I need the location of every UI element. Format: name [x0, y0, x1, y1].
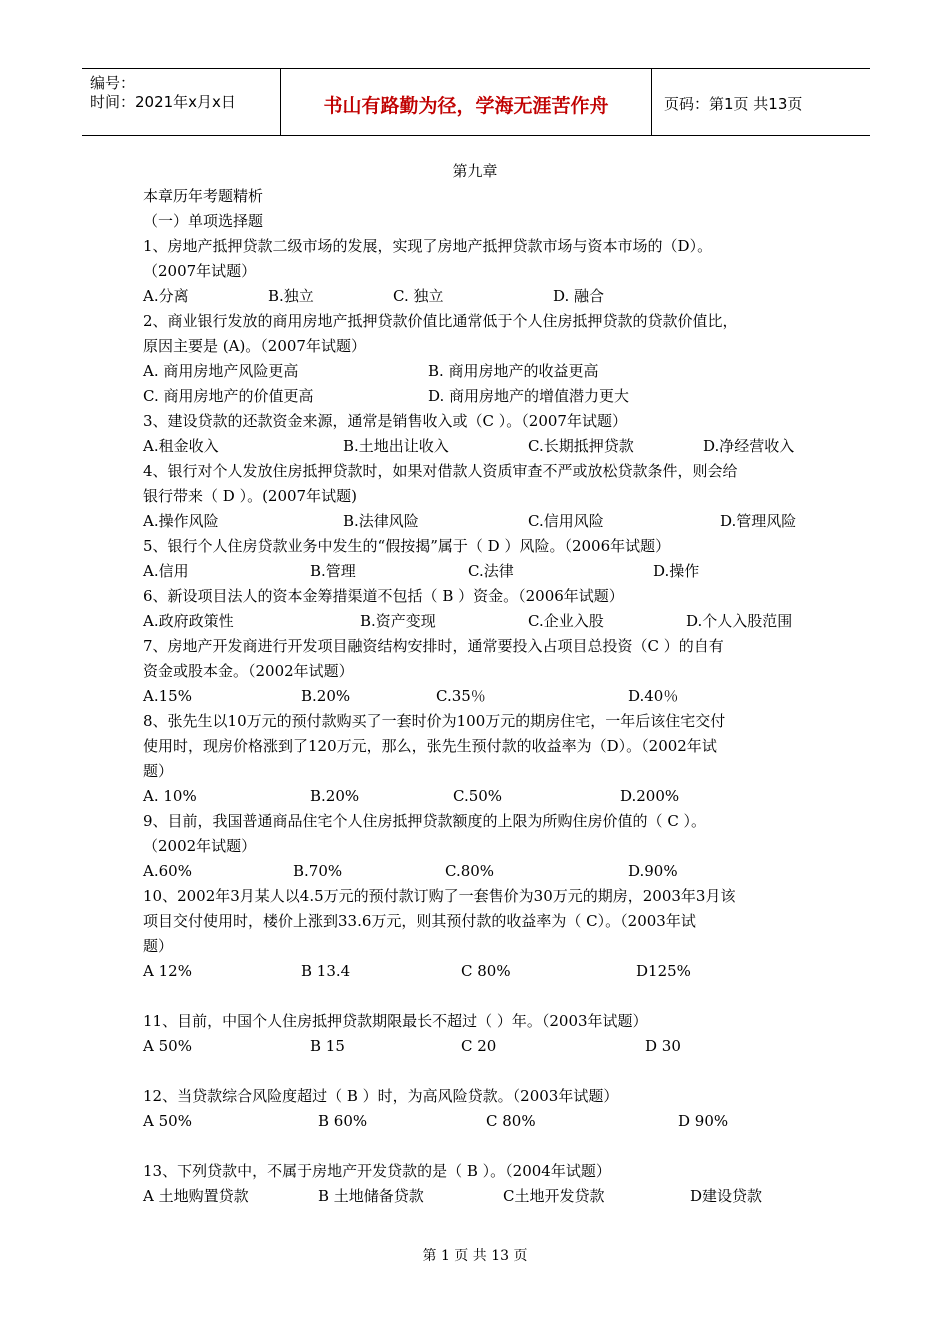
option-c: C土地开发贷款 — [503, 1187, 605, 1205]
option-a: A.15% — [143, 687, 192, 705]
option-c: C.35％ — [436, 687, 486, 705]
option-a: A.政府政策性 — [143, 612, 234, 630]
question-10-line-3: 题） — [143, 937, 174, 955]
option-c: C.长期抵押贷款 — [528, 437, 634, 455]
subsection-title: （一）单项选择题 — [143, 212, 264, 230]
option-b: B.法律风险 — [343, 512, 419, 530]
question-1-options — [0, 286, 950, 306]
question-2-options-cd — [0, 386, 950, 406]
option-a: A.60% — [143, 862, 192, 880]
option-c: C 20 — [461, 1037, 497, 1055]
option-a: A 50% — [143, 1037, 192, 1055]
option-a: A. 商用房地产风险更高 — [143, 362, 299, 380]
section-title: 本章历年考题精析 — [143, 187, 264, 205]
option-d: D.操作 — [653, 562, 700, 580]
option-c: C.80% — [445, 862, 495, 880]
question-8-line-1: 8、张先生以10万元的预付款购买了一套时价为100万元的期房住宅，一年后该住宅交付 — [143, 712, 726, 730]
option-d: D.40％ — [628, 687, 679, 705]
header-page-cell — [652, 69, 870, 135]
question-2-line-1: 2、商业银行发放的商用房地产抵押贷款价值比通常低于个人住房抵押贷款的贷款价值比， — [143, 312, 738, 330]
option-b: B.70% — [293, 862, 343, 880]
question-6-options — [0, 611, 950, 631]
chapter-title: 第九章 — [452, 162, 498, 180]
option-a: A.分离 — [143, 287, 189, 305]
question-10-line-1: 10、2002年3月某人以4.5万元的预付款订购了一套售价为30万元的期房，2003年3月该 — [143, 887, 736, 905]
question-7-line-2: 资金或股本金。（2002年试题） — [143, 662, 354, 680]
option-b: B.独立 — [268, 287, 314, 305]
question-9-line-2: （2002年试题） — [143, 837, 257, 855]
option-d: D.净经营收入 — [703, 437, 795, 455]
option-d: D.个人入股范围 — [686, 612, 793, 630]
option-c: C.信用风险 — [528, 512, 604, 530]
page-footer: 第 1 页 共 13 页 — [422, 1248, 528, 1264]
option-a: A.操作风险 — [143, 512, 219, 530]
question-7-options — [0, 686, 950, 706]
option-d: D125% — [636, 962, 691, 980]
question-6-line-1: 6、新设项目法人的资本金筹措渠道不包括（ B ）资金。（2006年试题） — [143, 587, 624, 605]
option-b: B 土地储备贷款 — [318, 1187, 424, 1205]
option-a: A.信用 — [143, 562, 189, 580]
question-1-line-2: （2007年试题） — [143, 262, 257, 280]
option-d: D.200% — [620, 787, 680, 805]
question-4-line-1: 4、银行对个人发放住房抵押贷款时，如果对借款人资质审查不严或放松贷款条件，则会给 — [143, 462, 738, 480]
number-label: 编号： — [90, 74, 136, 92]
option-c: C 80% — [486, 1112, 536, 1130]
option-a: A 12% — [143, 962, 192, 980]
header-motto-cell — [281, 69, 652, 135]
option-b: B.管理 — [310, 562, 356, 580]
option-c: C.企业入股 — [528, 612, 604, 630]
question-13-line-1: 13、下列贷款中，不属于房地产开发贷款的是（ B ）。（2004年试题） — [143, 1162, 611, 1180]
option-b: B 15 — [310, 1037, 345, 1055]
option-a: A.租金收入 — [143, 437, 219, 455]
question-3-line-1: 3、建设贷款的还款资金来源，通常是销售收入或（C ）。（2007年试题） — [143, 412, 627, 430]
question-4-options — [0, 511, 950, 531]
question-10-options — [0, 961, 950, 981]
header-meta-cell — [82, 69, 281, 135]
question-5-line-1: 5、银行个人住房贷款业务中发生的“假按揭”属于（ D ）风险。（2006年试题） — [143, 537, 671, 555]
question-2-options-ab — [0, 361, 950, 381]
motto-text: 书山有路勤为径，学海无涯苦作舟 — [323, 95, 609, 117]
option-b: B 13.4 — [301, 962, 351, 980]
question-13-options — [0, 1186, 950, 1206]
option-b: B.资产变现 — [360, 612, 436, 630]
question-8-line-3: 题） — [143, 762, 174, 780]
option-b: B.土地出让收入 — [343, 437, 449, 455]
option-b: B.20% — [310, 787, 360, 805]
option-c: C. 独立 — [393, 287, 444, 305]
option-d: D.管理风险 — [720, 512, 797, 530]
option-c: C 80% — [461, 962, 511, 980]
question-1-line-1: 1、房地产抵押贷款二级市场的发展，实现了房地产抵押贷款市场与资本市场的（D）。 — [143, 237, 713, 255]
option-c: C.50% — [453, 787, 503, 805]
option-b: B.20% — [301, 687, 351, 705]
question-8-options — [0, 786, 950, 806]
question-11-line-1: 11、目前，中国个人住房抵押贷款期限最长不超过（ ）年。（2003年试题） — [143, 1012, 648, 1030]
question-9-line-1: 9、目前，我国普通商品住宅个人住房抵押贷款额度的上限为所购住房价值的（ C ）。 — [143, 812, 707, 830]
option-d: D. 融合 — [553, 287, 605, 305]
question-11-options — [0, 1036, 950, 1056]
question-8-line-2: 使用时，现房价格涨到了120万元，那么，张先生预付款的收益率为（D）。（2002年试 — [143, 737, 717, 755]
page-info: 页码：第1页 共13页 — [664, 95, 803, 113]
question-5-options — [0, 561, 950, 581]
option-c: C. 商用房地产的价值更高 — [143, 387, 314, 405]
option-d: D 90% — [678, 1112, 729, 1130]
option-a: A. 10% — [143, 787, 197, 805]
option-d: D 30 — [645, 1037, 681, 1055]
option-a: A 50% — [143, 1112, 192, 1130]
question-12-line-1: 12、当贷款综合风险度超过（ B ）时，为高风险贷款。（2003年试题） — [143, 1087, 619, 1105]
question-4-line-2: 银行带来（ D ）。(2007年试题) — [143, 487, 357, 505]
option-b: B 60% — [318, 1112, 368, 1130]
question-9-options — [0, 861, 950, 881]
option-c: C.法律 — [468, 562, 514, 580]
option-b: B. 商用房地产的收益更高 — [428, 362, 599, 380]
question-12-options — [0, 1111, 950, 1131]
page-header — [82, 68, 870, 136]
question-2-line-2: 原因主要是 (A)。（2007年试题） — [143, 337, 366, 355]
question-10-line-2: 项目交付使用时，楼价上涨到33.6万元，则其预付款的收益率为（ C）。（2003年试 — [143, 912, 696, 930]
option-d: D.90% — [628, 862, 678, 880]
question-7-line-1: 7、房地产开发商进行开发项目融资结构安排时，通常要投入占项目总投资（C ）的自有 — [143, 637, 724, 655]
option-d: D. 商用房地产的增值潜力更大 — [428, 387, 630, 405]
option-d: D建设贷款 — [690, 1187, 763, 1205]
date-label: 时间：2021年x月x日 — [90, 93, 236, 111]
option-a: A 土地购置贷款 — [143, 1187, 249, 1205]
question-3-options — [0, 436, 950, 456]
